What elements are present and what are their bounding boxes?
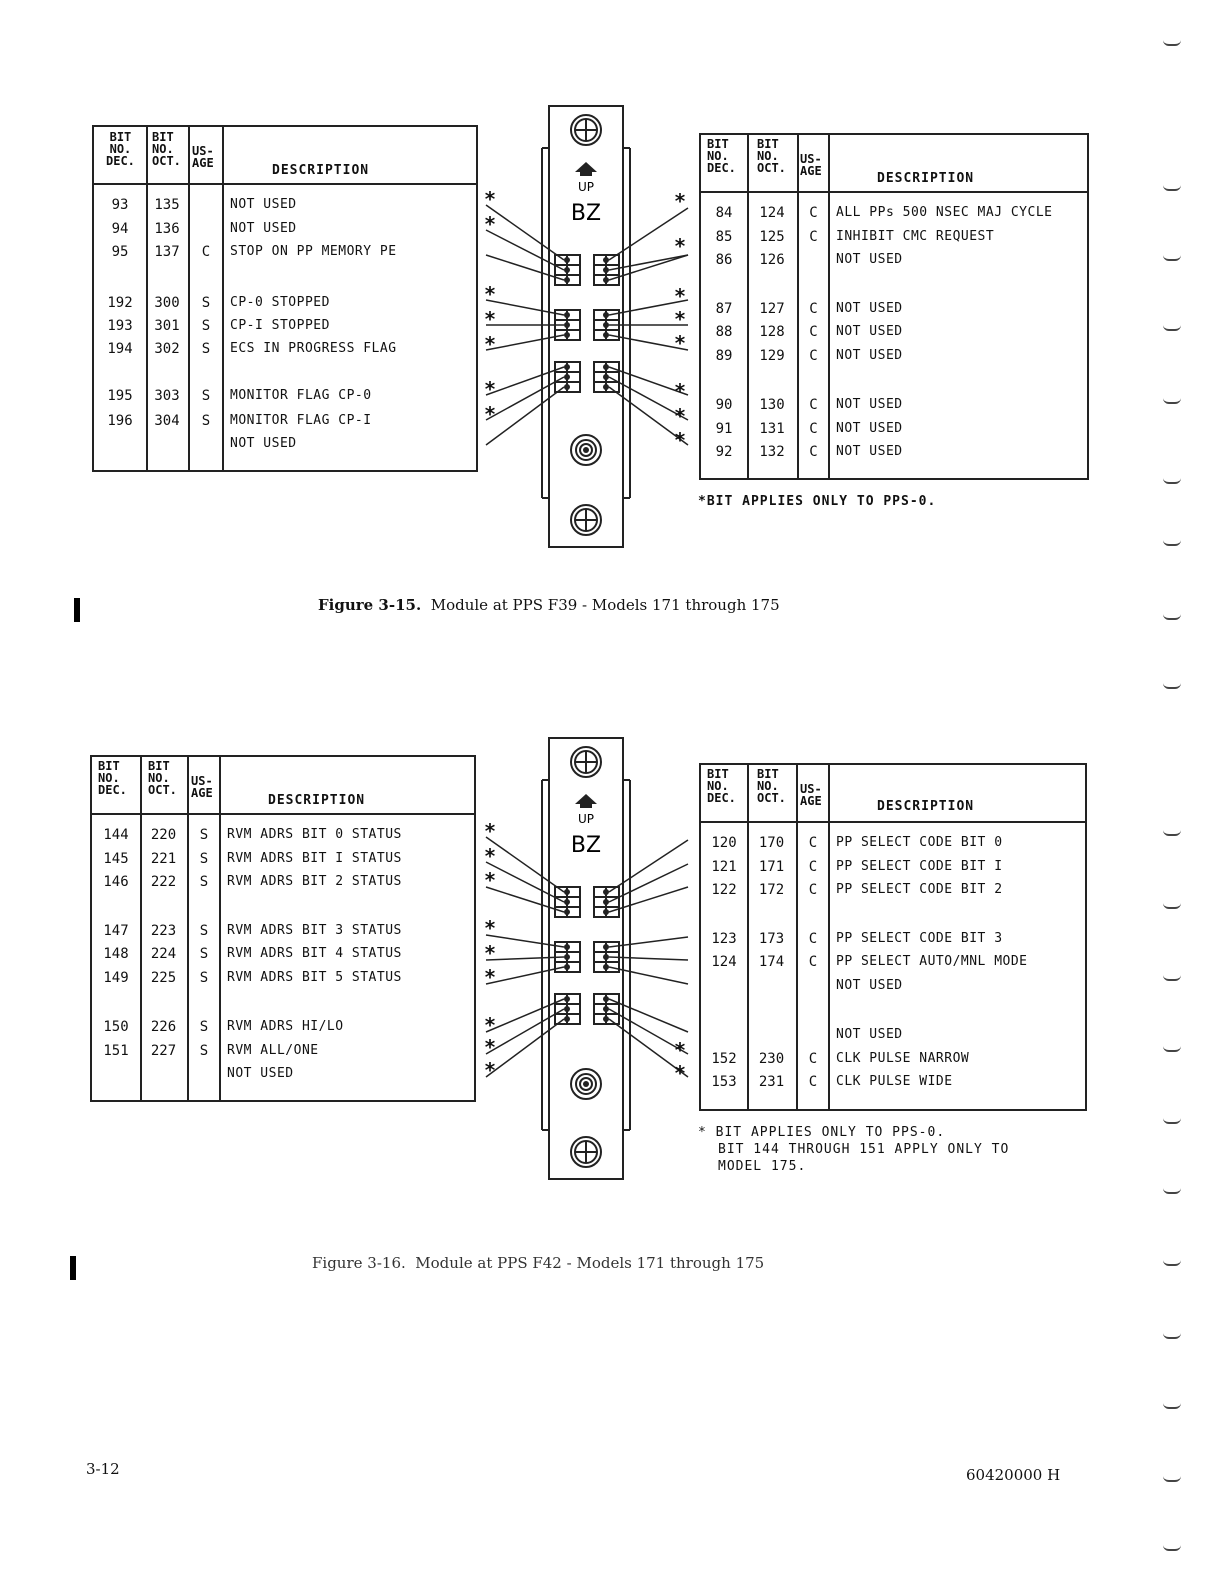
bit-oct-cell: 127 (759, 301, 785, 317)
asterisk-mark: * (674, 1038, 687, 1062)
bit-dec-cell: 149 (103, 970, 129, 986)
description-cell: NOT USED (230, 221, 297, 236)
bit-oct-cell: 223 (150, 923, 177, 939)
header-description: DESCRIPTION (268, 793, 366, 808)
usage-cell: C (809, 444, 818, 460)
bit-oct-cell: 301 (154, 318, 180, 334)
bit-oct-cell: 174 (758, 954, 785, 970)
bit-dec-cell: 89 (715, 348, 733, 364)
description-cell: CP-0 STOPPED (230, 295, 330, 310)
asterisk-mark: * (674, 284, 687, 308)
revision-bar (70, 1256, 76, 1280)
usage-cell: S (199, 1019, 209, 1035)
bit-dec-cell: 147 (103, 923, 129, 939)
bit-dec-cell: 87 (715, 301, 733, 317)
asterisk-mark: * (484, 868, 497, 892)
bit-dec-cell: 151 (103, 1043, 129, 1059)
usage-cell: C (809, 397, 818, 413)
usage-cell: C (808, 882, 818, 898)
header-usage: US- AGE (800, 152, 822, 178)
header-description: DESCRIPTION (272, 163, 370, 178)
connector-module-diagram (478, 100, 698, 555)
asterisk-mark: * (674, 307, 687, 331)
description-cell: RVM ADRS BIT I STATUS (227, 851, 402, 866)
asterisk-mark: * (484, 377, 497, 401)
bit-oct-cell: 220 (150, 827, 177, 843)
usage-cell: S (201, 295, 211, 311)
asterisk-mark: * (674, 234, 687, 258)
bz-label: BZ (570, 201, 602, 226)
description-cell: CLK PULSE WIDE (836, 1074, 953, 1089)
bit-dec-cell: 85 (715, 229, 733, 245)
bit-dec-cell: 84 (715, 205, 733, 221)
bit-table-right (699, 763, 1087, 1111)
asterisk-mark: * (674, 1061, 687, 1085)
description-cell: RVM ALL/ONE (227, 1043, 319, 1058)
description-cell: NOT USED (230, 197, 297, 212)
header-usage: US- AGE (192, 144, 214, 170)
header-bit-no-oct: BIT NO. OCT. (757, 137, 786, 175)
bit-oct-cell: 221 (150, 851, 177, 867)
bit-oct-cell: 224 (150, 946, 177, 962)
description-cell: MONITOR FLAG CP-0 (230, 388, 372, 403)
usage-cell: S (199, 946, 209, 962)
asterisk-mark: * (484, 402, 497, 426)
bit-oct-cell: 131 (759, 421, 785, 437)
usage-cell: S (199, 1043, 209, 1059)
header-bit-no-dec: BIT NO. DEC. (707, 767, 736, 805)
description-cell: CLK PULSE NARROW (836, 1051, 970, 1066)
revision-bar (74, 598, 80, 622)
bit-oct-cell: 137 (154, 244, 180, 260)
bit-dec-cell: 145 (103, 851, 129, 867)
description-cell: INHIBIT CMC REQUEST (836, 229, 995, 244)
asterisk-mark: * (674, 379, 687, 403)
asterisk-mark: * (674, 404, 687, 428)
asterisk-mark: * (484, 1058, 497, 1082)
description-cell: PP SELECT CODE BIT I (836, 859, 1003, 874)
usage-cell: C (808, 835, 818, 851)
asterisk-mark: * (484, 282, 497, 306)
description-cell: PP SELECT CODE BIT 2 (836, 882, 1003, 897)
bit-oct-cell: 226 (150, 1019, 177, 1035)
description-cell: RVM ADRS BIT 2 STATUS (227, 874, 402, 889)
usage-cell: C (809, 229, 818, 245)
bit-dec-cell: 93 (111, 197, 129, 213)
description-cell: NOT USED (836, 301, 903, 316)
header-bit-no-oct: BIT NO. OCT. (148, 759, 177, 797)
bit-oct-cell: 302 (154, 341, 180, 357)
bit-dec-cell: 153 (711, 1074, 737, 1090)
bit-dec-cell: 91 (715, 421, 733, 437)
usage-cell: C (809, 421, 818, 437)
bit-oct-cell: 231 (758, 1074, 785, 1090)
bit-dec-cell: 192 (107, 295, 133, 311)
description-cell: NOT USED (836, 978, 903, 993)
usage-cell: C (808, 859, 818, 875)
description-cell: NOT USED (836, 444, 903, 459)
header-bit-no-dec: BIT NO. DEC. (106, 130, 135, 168)
bit-table-left (90, 755, 476, 1102)
asterisk-mark: * (484, 307, 497, 331)
usage-cell: S (201, 341, 211, 357)
usage-cell: S (201, 388, 211, 404)
bit-dec-cell: 196 (107, 413, 133, 429)
description-cell: MONITOR FLAG CP-I (230, 413, 372, 428)
bit-oct-cell: 230 (758, 1051, 785, 1067)
bit-oct-cell: 135 (154, 197, 180, 213)
asterisk-mark: * (674, 428, 687, 452)
usage-cell: C (808, 931, 818, 947)
asterisk-mark: * (484, 844, 497, 868)
bit-dec-cell: 90 (715, 397, 733, 413)
asterisk-mark: * (674, 331, 687, 355)
bit-oct-cell: 130 (759, 397, 785, 413)
description-cell: RVM ADRS HI/LO (227, 1019, 344, 1034)
up-label: UP (577, 180, 595, 194)
header-description: DESCRIPTION (877, 171, 975, 186)
usage-cell: C (808, 954, 818, 970)
description-cell: NOT USED (230, 436, 297, 451)
description-cell: NOT USED (836, 324, 903, 339)
bit-dec-cell: 92 (715, 444, 733, 460)
bit-oct-cell: 300 (154, 295, 180, 311)
asterisk-mark: * (484, 1035, 497, 1059)
footnote: *BIT APPLIES ONLY TO PPS-0. (698, 494, 937, 509)
header-bit-no-oct: BIT NO. OCT. (757, 767, 786, 805)
bit-dec-cell: 150 (103, 1019, 129, 1035)
usage-cell: S (199, 827, 209, 843)
asterisk-mark: * (484, 819, 497, 843)
bit-dec-cell: 124 (711, 954, 737, 970)
description-cell: NOT USED (836, 397, 903, 412)
page-number: 3-12 (86, 1460, 120, 1478)
usage-cell: S (199, 970, 209, 986)
description-cell: RVM ADRS BIT 0 STATUS (227, 827, 402, 842)
caption-number: Figure 3-16. (312, 1254, 406, 1272)
bit-oct-cell: 129 (759, 348, 785, 364)
description-cell: PP SELECT AUTO/MNL MODE (836, 954, 1028, 969)
document-number: 60420000 H (966, 1466, 1061, 1484)
asterisk-mark: * (484, 332, 497, 356)
description-cell: ECS IN PROGRESS FLAG (230, 341, 397, 356)
bit-dec-cell: 95 (111, 244, 129, 260)
description-cell: RVM ADRS BIT 3 STATUS (227, 923, 402, 938)
description-cell: CP-I STOPPED (230, 318, 330, 333)
bit-dec-cell: 88 (715, 324, 733, 340)
bit-oct-cell: 227 (150, 1043, 177, 1059)
description-cell: PP SELECT CODE BIT 0 (836, 835, 1003, 850)
bit-oct-cell: 303 (154, 388, 180, 404)
connector-module-diagram (478, 732, 698, 1187)
usage-cell: S (201, 318, 211, 334)
caption-number: Figure 3-15. (318, 596, 422, 614)
usage-cell: S (199, 923, 209, 939)
bit-dec-cell: 121 (711, 859, 737, 875)
bit-dec-cell: 122 (711, 882, 737, 898)
usage-cell: S (201, 413, 211, 429)
usage-cell: S (199, 851, 209, 867)
header-description: DESCRIPTION (877, 799, 975, 814)
bit-table-left (92, 125, 478, 472)
usage-cell: C (809, 205, 818, 221)
description-cell: NOT USED (836, 348, 903, 363)
bit-dec-cell: 193 (107, 318, 133, 334)
caption-text: Module at PPS F39 - Models 171 through 175 (430, 596, 780, 614)
usage-cell: C (809, 348, 818, 364)
bit-oct-cell: 304 (154, 413, 180, 429)
usage-cell: C (808, 1074, 818, 1090)
bit-oct-cell: 225 (150, 970, 177, 986)
bit-oct-cell: 132 (759, 444, 785, 460)
asterisk-mark: * (674, 189, 687, 213)
description-cell: STOP ON PP MEMORY PE (230, 244, 397, 259)
header-usage: US- AGE (800, 782, 822, 808)
bit-oct-cell: 125 (759, 229, 785, 245)
usage-cell: C (201, 244, 211, 260)
header-usage: US- AGE (191, 774, 213, 800)
asterisk-mark: * (484, 965, 497, 989)
description-cell: PP SELECT CODE BIT 3 (836, 931, 1003, 946)
description-cell: NOT USED (836, 421, 903, 436)
bit-oct-cell: 128 (759, 324, 785, 340)
bit-dec-cell: 152 (711, 1051, 737, 1067)
bit-dec-cell: 194 (107, 341, 133, 357)
description-cell: RVM ADRS BIT 4 STATUS (227, 946, 402, 961)
bz-label: BZ (570, 833, 602, 858)
description-cell: NOT USED (836, 1027, 903, 1042)
bit-oct-cell: 173 (758, 931, 785, 947)
usage-cell: C (809, 324, 818, 340)
bit-oct-cell: 170 (758, 835, 785, 851)
description-cell: ALL PPs 500 NSEC MAJ CYCLE (836, 205, 1053, 220)
asterisk-mark: * (484, 212, 497, 236)
description-cell: RVM ADRS BIT 5 STATUS (227, 970, 402, 985)
bit-oct-cell: 171 (758, 859, 785, 875)
up-label: UP (577, 812, 595, 826)
header-bit-no-dec: BIT NO. DEC. (98, 759, 127, 797)
bit-dec-cell: 94 (111, 221, 129, 237)
figure-caption (318, 596, 780, 614)
bit-dec-cell: 86 (715, 252, 733, 268)
asterisk-mark: * (484, 916, 497, 940)
bit-dec-cell: 195 (107, 388, 133, 404)
footnote: * BIT APPLIES ONLY TO PPS-0. BIT 144 THROUGH 151 APPLY ONLY TO MODEL 175. (698, 1125, 1010, 1174)
usage-cell: C (808, 1051, 818, 1067)
bit-dec-cell: 146 (103, 874, 129, 890)
bit-oct-cell: 222 (150, 874, 177, 890)
bit-dec-cell: 123 (711, 931, 737, 947)
asterisk-mark: * (484, 1013, 497, 1037)
description-cell: NOT USED (227, 1066, 294, 1081)
description-cell: NOT USED (836, 252, 903, 267)
usage-cell: S (199, 874, 209, 890)
asterisk-mark: * (484, 187, 497, 211)
bit-dec-cell: 120 (711, 835, 737, 851)
bit-oct-cell: 136 (154, 221, 180, 237)
bit-dec-cell: 148 (103, 946, 129, 962)
bit-dec-cell: 144 (103, 827, 129, 843)
figure-caption (312, 1254, 764, 1272)
usage-cell: C (809, 301, 818, 317)
bit-table-right (699, 133, 1089, 480)
header-bit-no-dec: BIT NO. DEC. (707, 137, 736, 175)
header-bit-no-oct: BIT NO. OCT. (152, 130, 181, 168)
bit-oct-cell: 124 (759, 205, 785, 221)
caption-text: Module at PPS F42 - Models 171 through 175 (415, 1254, 765, 1272)
bit-oct-cell: 126 (759, 252, 785, 268)
bit-oct-cell: 172 (758, 882, 785, 898)
asterisk-mark: * (484, 941, 497, 965)
